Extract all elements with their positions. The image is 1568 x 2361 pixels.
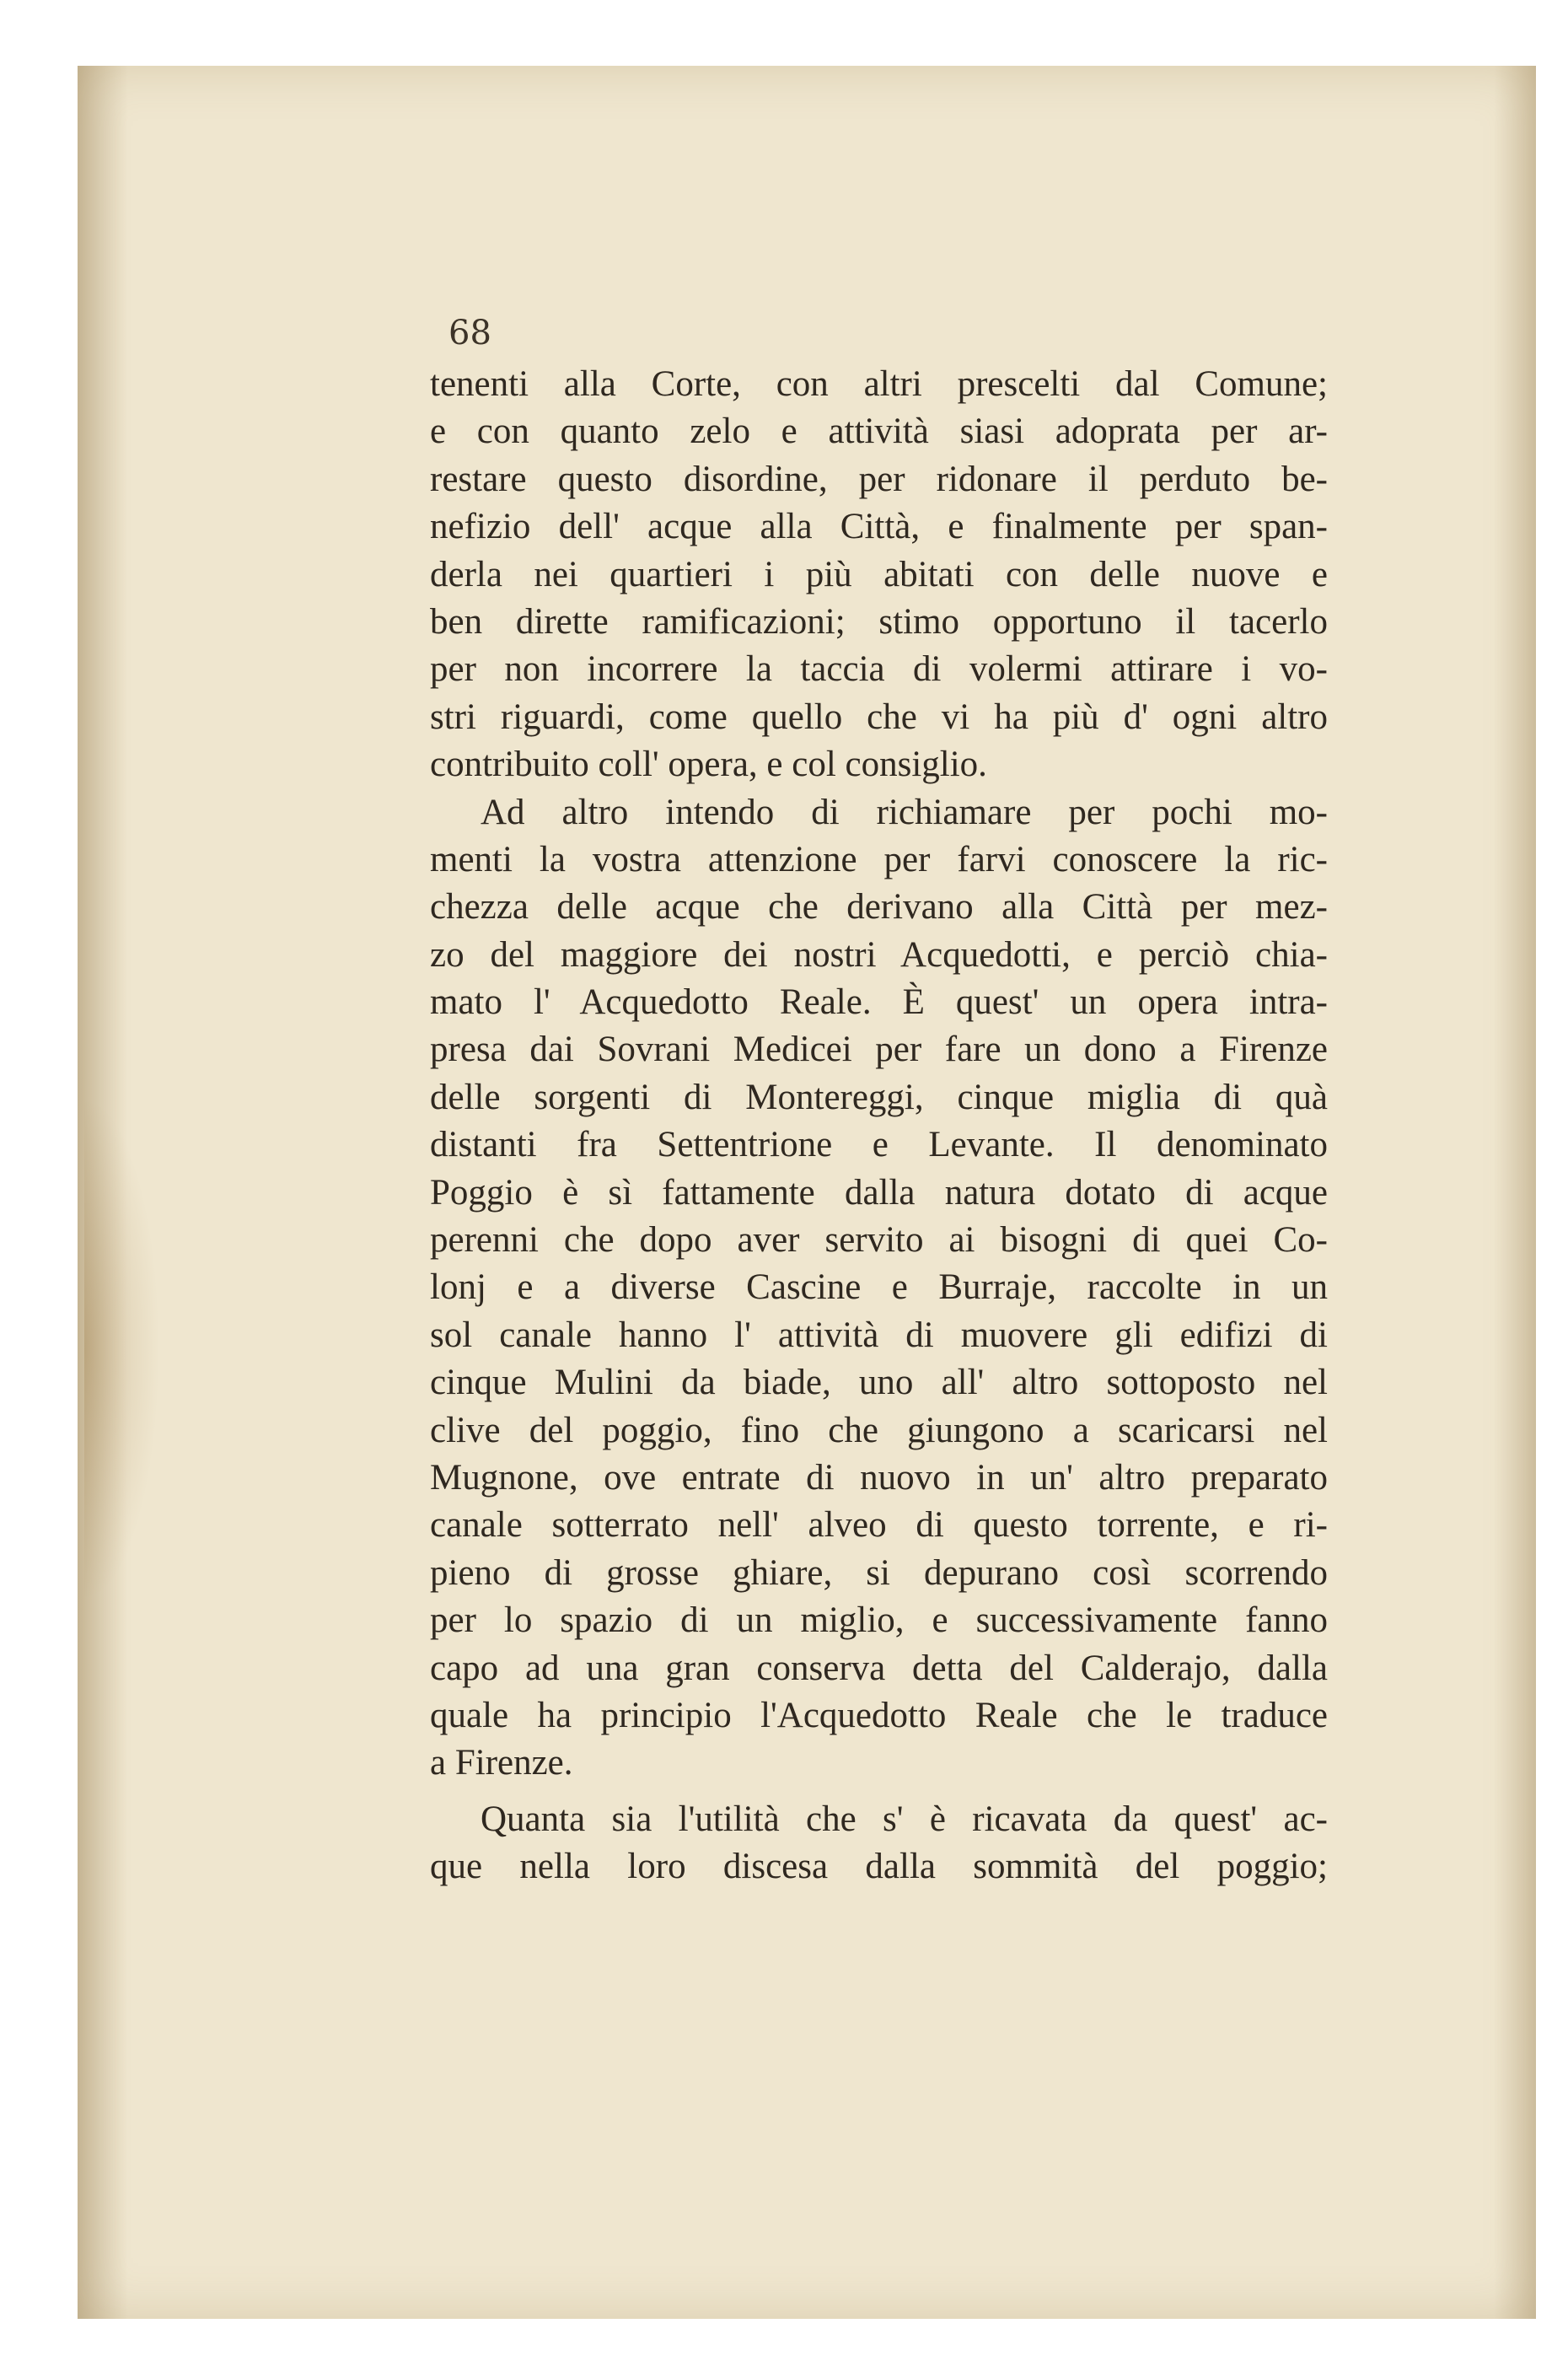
text-line: distanti fra Settentrione e Levante. Il denominato — [430, 1125, 1328, 1165]
text-line: capo ad una gran conserva detta del Calderajo, dalla — [430, 1648, 1328, 1688]
body-text — [430, 361, 1328, 1891]
text-line: canale sotterrato nell' alveo di questo torrente, e ri- — [430, 1505, 1328, 1546]
text-line: derla nei quartieri i più abitati con delle nuove e — [430, 554, 1328, 594]
page-edge-shadow-right — [1494, 66, 1536, 2319]
text-line: presa dai Sovrani Medicei per fare un dono a Firenze — [430, 1030, 1328, 1070]
text-line: per lo spazio di un miglio, e successivamente fanno — [430, 1600, 1328, 1641]
foxing-stain — [84, 1096, 160, 1602]
text-line: e con quanto zelo e attività siasi adoprata per ar- — [430, 411, 1328, 452]
text-line: zo del maggiore dei nostri Acquedotti, e perciò chia- — [430, 934, 1328, 975]
text-line: a Firenze. — [430, 1743, 573, 1783]
text-line: Mugnone, ove entrate di nuovo in un' altro preparato — [430, 1457, 1328, 1498]
text-line: que nella loro discesa dalla sommità del poggio; — [430, 1847, 1328, 1887]
text-line: tenenti alla Corte, con altri prescelti dal Comune; — [430, 364, 1328, 404]
text-line: mato l' Acquedotto Reale. È quest' un opera intra- — [430, 982, 1328, 1023]
text-line: quale ha principio l'Acquedotto Reale che le traduce — [430, 1695, 1328, 1735]
text-line: per non incorrere la taccia di volermi attirare i vo- — [430, 649, 1328, 690]
text-line: Quanta sia l'utilità che s' è ricavata da quest' ac- — [481, 1799, 1328, 1839]
text-line: sol canale hanno l' attività di muovere gli edifizi di — [430, 1315, 1328, 1355]
text-line: chezza delle acque che derivano alla Città per mez- — [430, 887, 1328, 928]
text-line: lonj e a diverse Cascine e Burraje, raccolte in un — [430, 1267, 1328, 1308]
text-line: Ad altro intendo di richiamare per pochi mo- — [481, 792, 1328, 832]
text-line: nefizio dell' acque alla Città, e finalmente per span- — [430, 507, 1328, 547]
text-line: delle sorgenti di Montereggi, cinque miglia di quà — [430, 1077, 1328, 1117]
text-line: pieno di grosse ghiare, si depurano così scorrendo — [430, 1552, 1328, 1593]
text-line: ben dirette ramificazioni; stimo opportuno il tacerlo — [430, 601, 1328, 642]
text-line: restare questo disordine, per ridonare il perduto be- — [430, 459, 1328, 499]
text-line: Poggio è sì fattamente dalla natura dotato di acque — [430, 1172, 1328, 1213]
text-line: menti la vostra attenzione per farvi conoscere la ric- — [430, 839, 1328, 879]
page-number: 68 — [448, 314, 491, 352]
text-line: clive del poggio, fino che giungono a scaricarsi nel — [430, 1410, 1328, 1450]
text-line: stri riguardi, come quello che vi ha più d' ogni altro — [430, 696, 1328, 737]
text-line: cinque Mulini da biade, uno all' altro sottoposto nel — [430, 1363, 1328, 1403]
text-line: perenni che dopo aver servito ai bisogni di quei Co- — [430, 1220, 1328, 1261]
text-line: contribuito coll' opera, e col consiglio. — [430, 745, 987, 785]
